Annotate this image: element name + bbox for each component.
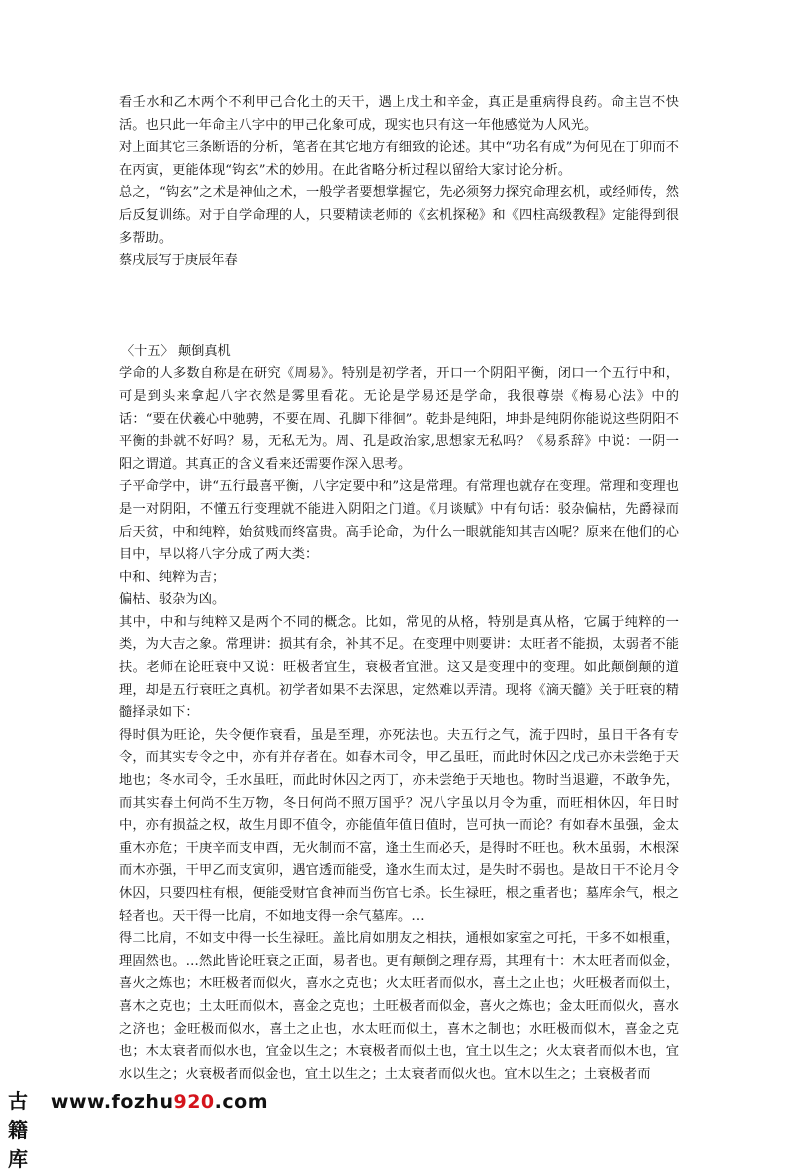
site-brand: 古籍库	[8, 1089, 28, 1171]
site-url[interactable]	[51, 1091, 268, 1113]
paragraph: 得二比肩，不如支中得一长生禄旺。盖比肩如朋友之相扶，通根如家室之可托，干多不如根重，理固然也。…然此皆论旺衰之正面，易者也。更有颠倒之理存焉，其理有十：木太旺者而似金，喜火之炼也；木旺极者而似火，喜水之克也；火太旺者而似水，喜土之止也；火旺极者而似土，喜木之克也；土太旺而似木，喜金之克也；土旺极者而似金，喜火之炼也；金太旺而似火，喜水之济也；金旺极而似水，喜土之止也，水太旺而似土，喜木之制也；水旺极而似木，喜金之克也；木太衰者而似水也，宜金以生之；木衰极者而似土也，宜土以生之；火太衰者而似木也，宜水以生之；火衰极者而似金也，宜土以生之；土太衰者而似火也。宜木以生之；土衰极者而	[119, 931, 679, 1082]
paragraph: 偏枯、驳杂为凶。	[119, 592, 226, 608]
section-title: 〈十五〉 颠倒真机	[121, 343, 231, 359]
author-signature: 蔡戌辰写于庚辰年春	[119, 253, 238, 269]
paragraph: 中和、纯粹为吉；	[119, 569, 226, 585]
section-gap	[119, 273, 679, 341]
paragraph: 对上面其它三条断语的分析，笔者在其它地方有细致的论述。其中“功名有成”为何见在丁卯而不在丙寅，更能体现“钩玄”术的妙用。在此省略分析过程以留给大家讨论分析。	[119, 140, 679, 178]
site-url-suffix: .com	[214, 1091, 268, 1113]
paragraph: 学命的人多数自称是在研究《周易》。特别是初学者，开口一个阴阳平衡，闭口一个五行中和，可是到头来拿起八字衣然是雾里看花。无论是学易还是学命，我很尊崇《梅易心法》中的话：“要在伏羲心中驰骋，不要在周、孔脚下徘徊”。乾卦是纯阳，坤卦是纯阴你能说这些阴阳不平衡的卦就不好吗？易，无私无为。周、孔是政治家,思想家无私吗？《易系辞》中说：一阴一阳之谓道。其真正的含义看来还需要作深入思考。	[119, 366, 679, 472]
site-url-prefix: www.fozhu	[50, 1091, 174, 1113]
document-body	[119, 92, 679, 1086]
paragraph: 看壬水和乙木两个不利甲己合化土的天干，遇上戊土和辛金，真正是重病得良药。命主岂不快活。也只此一年命主八字中的甲己化象可成，现实也只有这一年他感觉为人风光。	[119, 95, 679, 133]
paragraph: 总之，“钩玄”之术是神仙之术，一般学者要想掌握它，先必须努力探究命理玄机，或经师传，然后反复训练。对于自学命理的人，只要精读老师的《玄机探秘》和《四柱高级教程》定能得到很多帮助。	[119, 185, 679, 246]
site-watermark	[8, 1085, 268, 1171]
paragraph: 其中，中和与纯粹又是两个不同的概念。比如，常见的从格，特别是真从格，它属于纯粹的一类，为大吉之象。常理讲：损其有余，补其不足。在变理中则要讲：太旺者不能损，太弱者不能扶。老师在论旺衰中又说：旺极者宜生，衰极者宜泄。这又是变理中的变理。如此颠倒颠的道理，却是五行衰旺之真机。初学者如果不去深思，定然难以弄清。现将《滴天髓》关于旺衰的精髓择录如下：	[119, 614, 679, 721]
paragraph: 得时俱为旺论，失令便作衰看，虽是至理，亦死法也。夫五行之气，流于四时，虽日干各有专令，而其实专令之中，亦有并存者在。如春木司令，甲乙虽旺，而此时休囚之戊己亦未尝绝于天地也；冬水司令，壬水虽旺，而此时休囚之丙丁，亦未尝绝于天地也。物时当退避，不敢争先，而其实春土何尚不生万物，冬日何尚不照万国乎？况八字虽以月令为重，而旺相休囚，年日时中，亦有损益之权，故生月即不值令，亦能值年值日值时，岂可执一而论？有如春木虽强，金太重木亦危；干庚辛而支申酉，无火制而不富，逢土生而必夭，是得时不旺也。秋木虽弱，木根深而木亦强，干甲乙而支寅卯，遇官透而能受，逢水生而太过，是失时不弱也。是故日干不论月令休囚，只要四柱有根，便能受财官食神而当伤官七杀。长生禄旺，根之重者也；墓库余气，根之轻者也。天干得一比肩，不如地支得一余气墓库。…	[119, 727, 679, 924]
paragraph: 子平命学中，讲“五行最喜平衡，八字定要中和”这是常理。有常理也就存在变理。常理和变理也是一对阴阳，不懂五行变理就不能进入阴阳之门道。《月谈赋》中有句话：驳杂偏枯，先爵禄而后天贫，中和纯粹，始贫贱而终富贵。高手论命，为什么一眼就能知其吉凶呢？原来在他们的心目中，早以将八字分成了两大类：	[119, 479, 679, 563]
site-url-number: 920	[173, 1091, 215, 1113]
